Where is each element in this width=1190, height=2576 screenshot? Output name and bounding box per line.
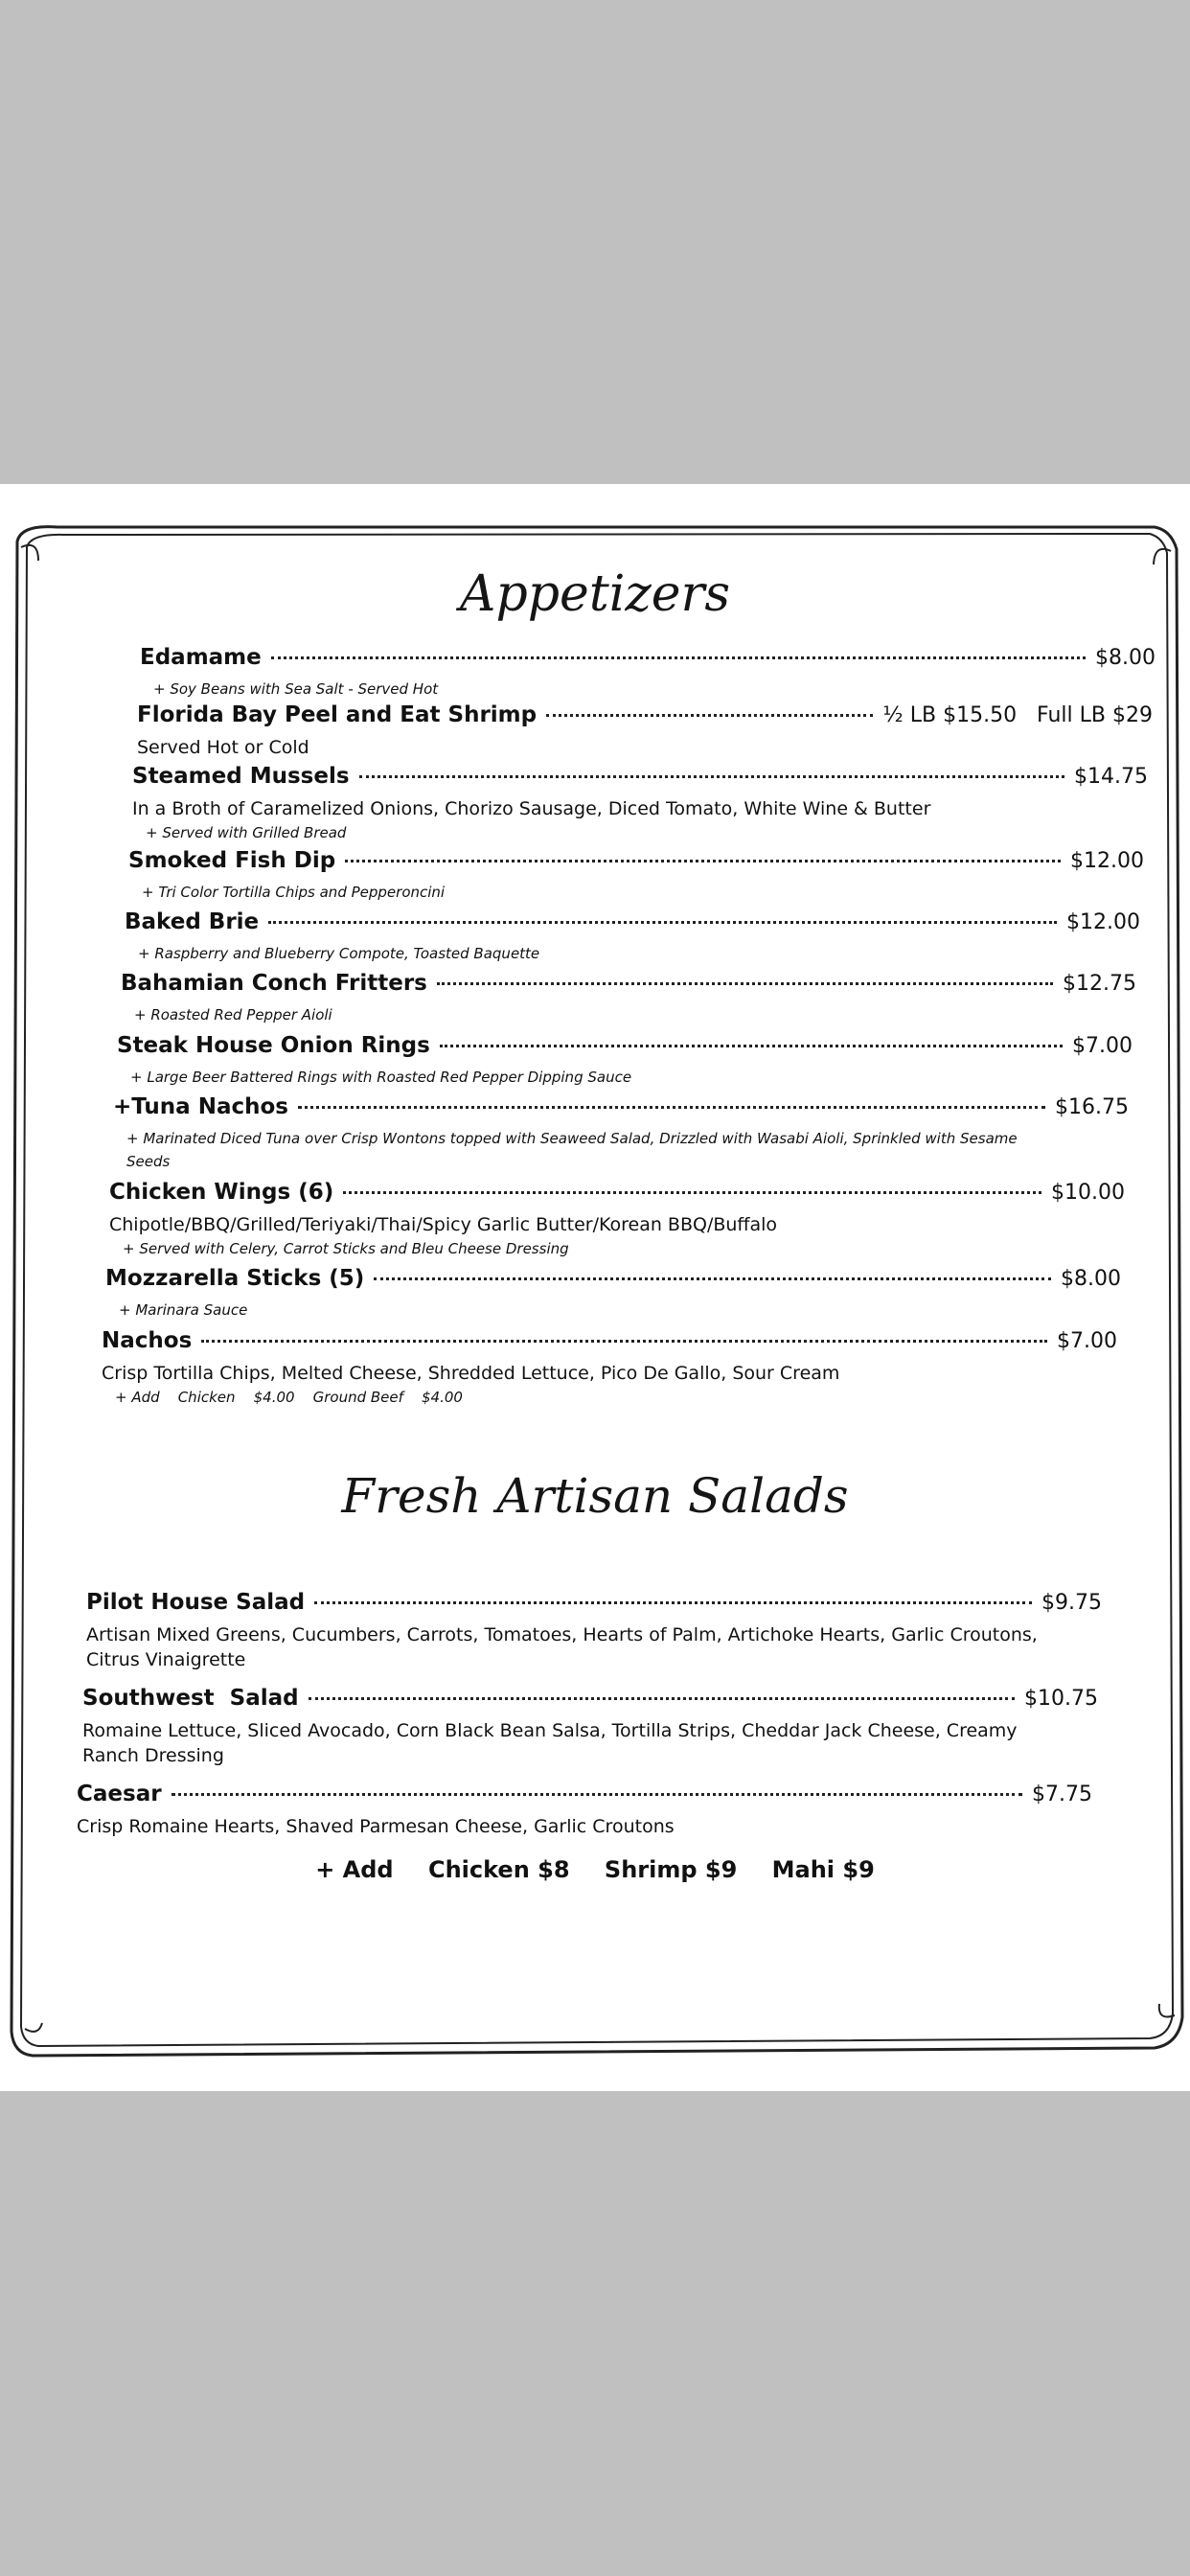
salad-add-ons [0,1856,1190,1883]
item-price: $7.00 [1057,1329,1117,1353]
item-note: + Large Beer Battered Rings with Roasted Red Pepper Dipping Sauce [130,1069,632,1086]
item-price: $16.75 [1055,1095,1129,1119]
add-mahi: Mahi $9 [771,1856,875,1883]
menu-item [86,1590,1102,1672]
item-note: + Soy Beans with Sea Salt - Served Hot [153,680,439,698]
add-chicken: Chicken $8 [427,1856,570,1883]
menu-item [140,645,1156,701]
item-name: Smoked Fish Dip [128,848,336,873]
item-price: $9.75 [1041,1591,1102,1615]
item-name: Edamame [140,645,262,670]
salads-title: Fresh Artisan Salads [341,1468,849,1524]
item-note: + Add Chicken $4.00 Ground Beef $4.00 [115,1389,463,1406]
item-description: Romaine Lettuce, Sliced Avocado, Corn Black Bean Salsa, Tortilla Strips, Cheddar Jack Cheese, Creamy Ranch Dressing [82,1720,1018,1766]
dot-leader [314,1601,1032,1604]
dot-leader [309,1697,1015,1700]
item-name: +Tuna Nachos [113,1094,288,1119]
item-name: Caesar [77,1782,162,1806]
dot-leader [440,1045,1063,1047]
item-name: Mozzarella Sticks (5) [105,1266,365,1291]
menu-item [82,1686,1098,1768]
menu-item [121,971,1136,1026]
dot-leader [437,982,1053,985]
item-note: + Served with Grilled Bread [146,824,347,841]
item-name: Bahamian Conch Fritters [121,971,427,996]
menu-item [77,1782,1092,1839]
appetizers-title: Appetizers [459,565,731,623]
item-note: + Served with Celery, Carrot Sticks and Bleu Cheese Dressing [123,1240,569,1257]
dot-leader [271,656,1086,659]
add-label: + Add [315,1856,394,1883]
dot-leader [546,714,873,717]
item-name: Steamed Mussels [132,764,350,789]
item-name: Southwest Salad [82,1686,299,1711]
dot-leader [268,921,1057,924]
menu-item [137,702,1153,760]
dot-leader [359,775,1064,778]
item-price: $12.00 [1070,849,1144,873]
item-price: $14.75 [1074,765,1148,789]
menu-item [132,764,1148,844]
item-description: Served Hot or Cold [137,737,309,758]
menu-item [105,1266,1121,1322]
item-name: Chicken Wings (6) [109,1180,334,1205]
dot-leader [201,1340,1047,1343]
item-description: Chipotle/BBQ/Grilled/Teriyaki/Thai/Spicy Garlic Butter/Korean BBQ/Buffalo [109,1214,778,1235]
item-price: $7.75 [1032,1782,1092,1806]
item-note: + Raspberry and Blueberry Compote, Toasted Baquette [138,945,540,962]
dot-leader [345,860,1061,862]
dot-leader [374,1277,1051,1280]
item-price: $12.00 [1066,910,1140,934]
dot-leader [172,1793,1022,1796]
menu-page [0,484,1190,2091]
dot-leader [343,1191,1041,1194]
item-price: $8.00 [1061,1267,1121,1291]
item-note: + Marinara Sauce [119,1301,248,1319]
item-note: + Marinated Diced Tuna over Crisp Wontons topped with Seaweed Salad, Drizzled with Wasabi Aioli, Sprinkled with Sesame Seeds [126,1130,1018,1170]
menu-item [125,909,1140,965]
menu-item [102,1328,1117,1409]
item-price: ½ LB $15.50 Full LB $29 [882,703,1153,727]
item-note: + Tri Color Tortilla Chips and Pepperoncini [142,884,446,901]
item-price: $8.00 [1095,646,1156,670]
item-name: Florida Bay Peel and Eat Shrimp [137,702,538,727]
item-name: Steak House Onion Rings [117,1033,430,1058]
item-price: $7.00 [1072,1034,1133,1058]
add-shrimp: Shrimp $9 [604,1856,738,1883]
item-description: Crisp Romaine Hearts, Shaved Parmesan Cheese, Garlic Croutons [77,1816,675,1837]
item-price: $12.75 [1063,972,1136,996]
item-description: In a Broth of Caramelized Onions, Chorizo Sausage, Diced Tomato, White Wine & Butter [132,798,931,819]
menu-item [117,1033,1133,1089]
item-note: + Roasted Red Pepper Aioli [134,1006,332,1024]
menu-item [113,1094,1129,1173]
item-description: Crisp Tortilla Chips, Melted Cheese, Shredded Lettuce, Pico De Gallo, Sour Cream [102,1363,840,1384]
item-price: $10.75 [1024,1687,1098,1711]
item-price: $10.00 [1051,1181,1125,1205]
menu-item [128,848,1144,904]
item-description: Artisan Mixed Greens, Cucumbers, Carrots, Tomatoes, Hearts of Palm, Artichoke Hearts, Garlic Croutons, Citrus Vinaigrette [86,1624,1038,1670]
menu-item [109,1180,1125,1260]
item-name: Nachos [102,1328,193,1353]
dot-leader [298,1106,1045,1109]
item-name: Pilot House Salad [86,1590,306,1615]
item-name: Baked Brie [125,909,260,934]
